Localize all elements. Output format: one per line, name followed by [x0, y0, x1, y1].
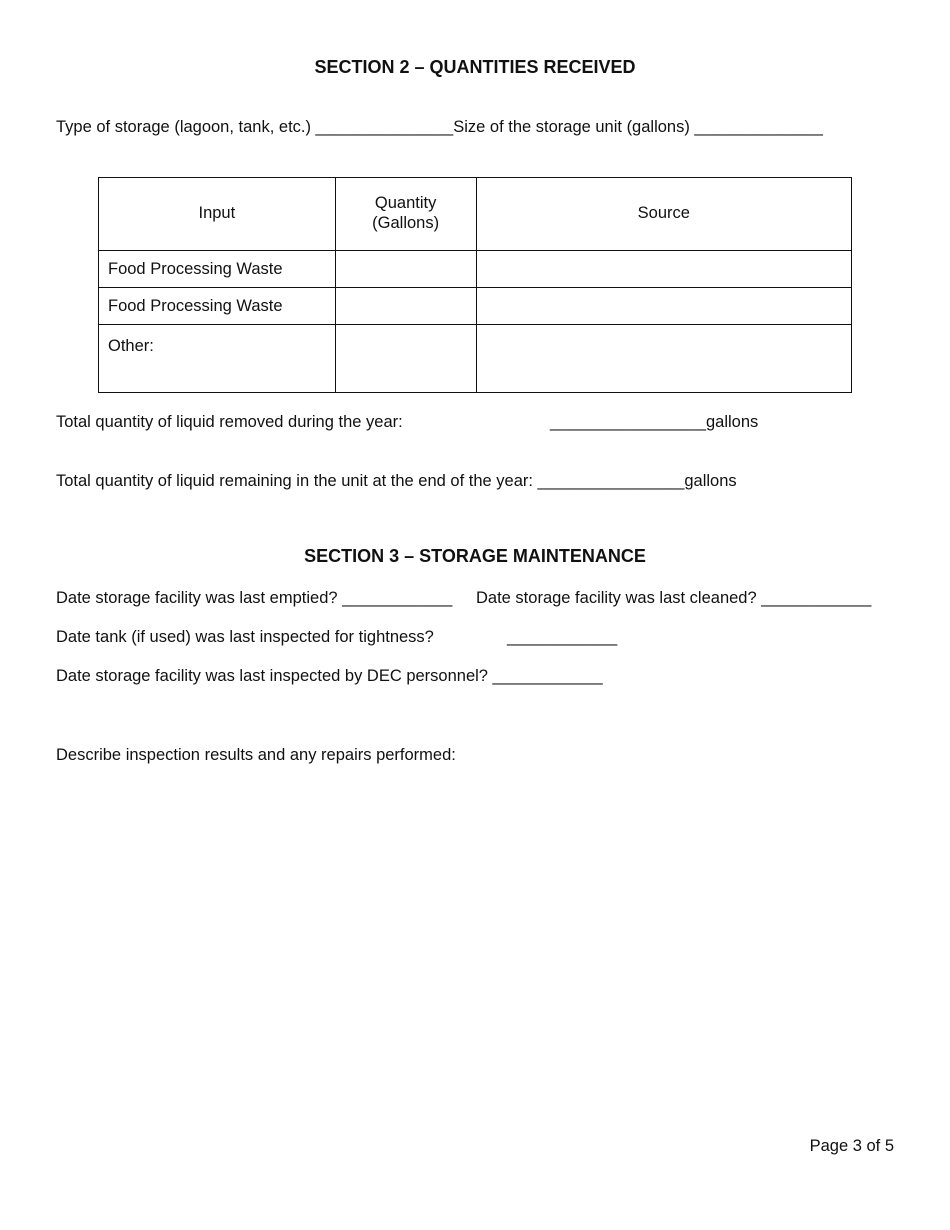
header-quantity-line1: Quantity	[374, 194, 437, 213]
liquid-remaining-line: Total quantity of liquid remaining in the unit at the end of the year: ________________gallons	[56, 472, 737, 490]
tightness-inspection-label: Date tank (if used) was last inspected for tightness?	[56, 628, 434, 646]
row-quantity-cell[interactable]	[335, 325, 476, 393]
header-quantity	[335, 178, 476, 251]
describe-inspection-label: Describe inspection results and any repairs performed:	[56, 746, 456, 764]
quantities-table	[98, 177, 852, 393]
row-quantity-cell[interactable]	[335, 288, 476, 325]
header-input: Input	[99, 178, 336, 251]
storage-type-size-line: Type of storage (lagoon, tank, etc.) _______________Size of the storage unit (gallons) ______________	[56, 118, 823, 136]
row-quantity-cell[interactable]	[335, 251, 476, 288]
last-cleaned-line: Date storage facility was last cleaned? ____________	[476, 589, 872, 607]
header-source: Source	[476, 178, 851, 251]
table-row	[99, 251, 852, 288]
section3-title: SECTION 3 – STORAGE MAINTENANCE	[304, 546, 646, 566]
liquid-removed-blank[interactable]: _________________gallons	[550, 413, 759, 431]
page-number: Page 3 of 5	[809, 1137, 894, 1155]
row-source-cell[interactable]	[476, 325, 851, 393]
last-emptied-line: Date storage facility was last emptied? ____________	[56, 589, 453, 607]
row-source-cell[interactable]	[476, 288, 851, 325]
dec-inspection-line: Date storage facility was last inspected by DEC personnel? ____________	[56, 667, 603, 685]
table-row	[99, 325, 852, 393]
header-quantity-line2: (Gallons)	[372, 214, 440, 232]
table-header-row	[99, 178, 852, 251]
row-input-label: Food Processing Waste	[99, 288, 336, 325]
section2-title: SECTION 2 – QUANTITIES RECEIVED	[314, 57, 636, 77]
row-source-cell[interactable]	[476, 251, 851, 288]
table-row	[99, 288, 852, 325]
row-input-label: Other:	[99, 325, 336, 393]
liquid-removed-label: Total quantity of liquid removed during the year:	[56, 413, 403, 431]
row-input-label: Food Processing Waste	[99, 251, 336, 288]
tightness-inspection-blank[interactable]: ____________	[507, 628, 618, 646]
